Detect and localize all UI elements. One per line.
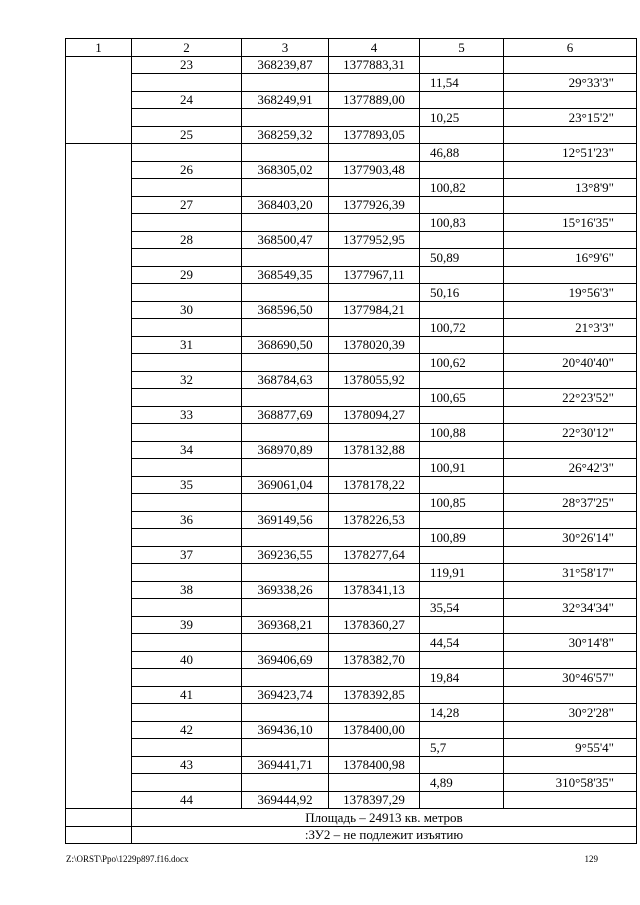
segment-row	[66, 179, 637, 197]
point-number: 41	[132, 686, 242, 704]
point-number: 40	[132, 651, 242, 669]
empty-cell	[132, 704, 242, 722]
empty-cell	[420, 791, 504, 809]
segment-angle: 21°3'3"	[504, 319, 637, 337]
coord-x: 368690,50	[242, 336, 329, 354]
empty-cell	[132, 249, 242, 267]
segment-row	[66, 109, 637, 127]
coord-y: 1378360,27	[329, 616, 420, 634]
segment-length: 35,54	[420, 599, 504, 617]
coord-y: 1378132,88	[329, 441, 420, 459]
coord-y: 1378392,85	[329, 686, 420, 704]
header-col-3: 3	[242, 39, 329, 57]
segment-length: 100,83	[420, 214, 504, 232]
empty-cell	[132, 494, 242, 512]
coord-y: 1377967,11	[329, 266, 420, 284]
segment-length: 100,85	[420, 494, 504, 512]
point-number: 35	[132, 476, 242, 494]
segment-row	[66, 529, 637, 547]
point-row	[66, 686, 637, 704]
coord-x: 369236,55	[242, 546, 329, 564]
point-row	[66, 616, 637, 634]
empty-cell	[504, 196, 637, 214]
empty-cell	[242, 249, 329, 267]
header-col-4: 4	[329, 39, 420, 57]
empty-cell	[420, 546, 504, 564]
coord-y: 1378382,70	[329, 651, 420, 669]
empty-cell	[329, 774, 420, 792]
empty-cell	[420, 686, 504, 704]
segment-row	[66, 354, 637, 372]
segment-angle: 30°2'28"	[504, 704, 637, 722]
empty-cell	[504, 686, 637, 704]
empty-cell	[420, 231, 504, 249]
empty-cell	[329, 319, 420, 337]
point-row	[66, 721, 637, 739]
point-row	[66, 126, 637, 144]
point-row	[66, 56, 637, 74]
coord-x: 369436,10	[242, 721, 329, 739]
coord-x: 368970,89	[242, 441, 329, 459]
segment-row	[66, 634, 637, 652]
empty-cell	[329, 389, 420, 407]
empty-cell	[420, 371, 504, 389]
empty-cell	[242, 354, 329, 372]
point-number: 23	[132, 56, 242, 74]
empty-cell	[420, 56, 504, 74]
empty-cell	[329, 424, 420, 442]
empty-cell	[420, 266, 504, 284]
empty-cell	[420, 651, 504, 669]
segment-length: 11,54	[420, 74, 504, 92]
point-number: 29	[132, 266, 242, 284]
header-col-6: 6	[504, 39, 637, 57]
segment-row	[66, 389, 637, 407]
segment-row	[66, 249, 637, 267]
empty-cell	[420, 301, 504, 319]
empty-cell	[66, 809, 132, 827]
point-number: 43	[132, 756, 242, 774]
empty-cell	[504, 56, 637, 74]
coord-y: 1378341,13	[329, 581, 420, 599]
empty-cell	[242, 179, 329, 197]
coord-x: 368596,50	[242, 301, 329, 319]
point-number: 24	[132, 91, 242, 109]
empty-cell	[132, 669, 242, 687]
segment-angle: 31°58'17"	[504, 564, 637, 582]
empty-cell	[329, 459, 420, 477]
area-text: Площадь – 24913 кв. метров	[132, 809, 637, 827]
coord-y: 1378226,53	[329, 511, 420, 529]
empty-cell	[420, 196, 504, 214]
point-row	[66, 301, 637, 319]
segment-angle: 19°56'3"	[504, 284, 637, 302]
point-number: 31	[132, 336, 242, 354]
empty-cell	[242, 144, 329, 162]
footer-page-number: 129	[584, 854, 598, 864]
coord-x: 368249,91	[242, 91, 329, 109]
segment-length: 100,72	[420, 319, 504, 337]
empty-cell	[132, 354, 242, 372]
empty-cell	[329, 284, 420, 302]
empty-cell	[504, 336, 637, 354]
coord-x: 368877,69	[242, 406, 329, 424]
point-number: 42	[132, 721, 242, 739]
coord-x: 368305,02	[242, 161, 329, 179]
segment-angle: 22°30'12"	[504, 424, 637, 442]
empty-cell	[504, 301, 637, 319]
coord-y: 1377883,31	[329, 56, 420, 74]
empty-cell	[242, 284, 329, 302]
coord-x: 369061,04	[242, 476, 329, 494]
empty-cell	[504, 231, 637, 249]
segment-angle: 29°33'3"	[504, 74, 637, 92]
coord-x: 369423,74	[242, 686, 329, 704]
empty-cell	[329, 214, 420, 232]
segment-length: 5,7	[420, 739, 504, 757]
empty-cell	[420, 721, 504, 739]
point-row	[66, 476, 637, 494]
segment-length: 100,91	[420, 459, 504, 477]
coord-x: 369444,92	[242, 791, 329, 809]
coord-x: 368500,47	[242, 231, 329, 249]
segment-angle: 15°16'35"	[504, 214, 637, 232]
empty-cell	[242, 109, 329, 127]
coord-y: 1377893,05	[329, 126, 420, 144]
point-number: 39	[132, 616, 242, 634]
coord-y: 1378400,00	[329, 721, 420, 739]
point-row	[66, 546, 637, 564]
empty-cell	[132, 389, 242, 407]
footer-file-path: Z:\ORST\Ppo\1229p897.f16.docx	[66, 854, 189, 864]
point-number: 28	[132, 231, 242, 249]
empty-cell	[132, 529, 242, 547]
point-row	[66, 651, 637, 669]
empty-cell	[329, 494, 420, 512]
segment-row	[66, 704, 637, 722]
coord-x: 368784,63	[242, 371, 329, 389]
empty-cell	[504, 266, 637, 284]
segment-row	[66, 424, 637, 442]
point-number: 30	[132, 301, 242, 319]
empty-cell	[329, 249, 420, 267]
segment-length: 44,54	[420, 634, 504, 652]
point-row	[66, 511, 637, 529]
empty-cell	[420, 441, 504, 459]
empty-cell	[242, 319, 329, 337]
empty-cell	[242, 389, 329, 407]
empty-cell	[329, 179, 420, 197]
empty-cell	[132, 564, 242, 582]
empty-cell	[242, 564, 329, 582]
coord-y: 1378400,98	[329, 756, 420, 774]
segment-length: 10,25	[420, 109, 504, 127]
point-row	[66, 406, 637, 424]
empty-cell	[329, 634, 420, 652]
empty-cell	[504, 721, 637, 739]
segment-row	[66, 319, 637, 337]
coord-y: 1378020,39	[329, 336, 420, 354]
empty-cell	[420, 406, 504, 424]
empty-cell	[242, 704, 329, 722]
note-text: :ЗУ2 – не подлежит изъятию	[132, 826, 637, 844]
empty-cell	[329, 144, 420, 162]
empty-cell	[66, 826, 132, 844]
empty-cell	[242, 739, 329, 757]
point-number: 37	[132, 546, 242, 564]
empty-cell	[242, 669, 329, 687]
point-row	[66, 266, 637, 284]
segment-row	[66, 284, 637, 302]
empty-cell	[329, 74, 420, 92]
segment-angle: 30°14'8"	[504, 634, 637, 652]
empty-cell	[420, 161, 504, 179]
point-number: 34	[132, 441, 242, 459]
segment-row	[66, 774, 637, 792]
section-cell	[66, 144, 132, 809]
segment-angle: 23°15'2"	[504, 109, 637, 127]
empty-cell	[132, 774, 242, 792]
empty-cell	[504, 161, 637, 179]
coord-y: 1378397,29	[329, 791, 420, 809]
empty-cell	[132, 599, 242, 617]
coord-y: 1377903,48	[329, 161, 420, 179]
segment-length: 100,62	[420, 354, 504, 372]
segment-row	[66, 144, 637, 162]
coord-x: 369368,21	[242, 616, 329, 634]
coordinates-table	[65, 38, 637, 844]
empty-cell	[329, 669, 420, 687]
empty-cell	[504, 616, 637, 634]
empty-cell	[329, 109, 420, 127]
empty-cell	[504, 546, 637, 564]
coord-x: 368549,35	[242, 266, 329, 284]
point-row	[66, 371, 637, 389]
empty-cell	[504, 756, 637, 774]
segment-row	[66, 214, 637, 232]
point-number: 33	[132, 406, 242, 424]
coord-y: 1377952,95	[329, 231, 420, 249]
segment-length: 4,89	[420, 774, 504, 792]
segment-length: 100,82	[420, 179, 504, 197]
point-number: 36	[132, 511, 242, 529]
area-row	[66, 809, 637, 827]
empty-cell	[504, 581, 637, 599]
empty-cell	[132, 319, 242, 337]
empty-cell	[420, 581, 504, 599]
coord-y: 1378277,64	[329, 546, 420, 564]
empty-cell	[329, 704, 420, 722]
segment-angle: 20°40'40"	[504, 354, 637, 372]
empty-cell	[242, 424, 329, 442]
point-number: 26	[132, 161, 242, 179]
segment-length: 50,89	[420, 249, 504, 267]
point-row	[66, 231, 637, 249]
empty-cell	[329, 599, 420, 617]
coord-x: 369441,71	[242, 756, 329, 774]
empty-cell	[420, 476, 504, 494]
segment-angle: 12°51'23"	[504, 144, 637, 162]
segment-length: 100,89	[420, 529, 504, 547]
point-row	[66, 791, 637, 809]
empty-cell	[504, 441, 637, 459]
point-number: 25	[132, 126, 242, 144]
empty-cell	[504, 406, 637, 424]
empty-cell	[132, 179, 242, 197]
point-row	[66, 196, 637, 214]
empty-cell	[132, 424, 242, 442]
segment-row	[66, 599, 637, 617]
segment-angle: 16°9'6"	[504, 249, 637, 267]
segment-length: 14,28	[420, 704, 504, 722]
coord-y: 1377926,39	[329, 196, 420, 214]
empty-cell	[242, 529, 329, 547]
coord-x: 368259,32	[242, 126, 329, 144]
empty-cell	[504, 511, 637, 529]
empty-cell	[132, 144, 242, 162]
segment-angle: 9°55'4"	[504, 739, 637, 757]
coord-x: 369406,69	[242, 651, 329, 669]
coord-y: 1378178,22	[329, 476, 420, 494]
note-row	[66, 826, 637, 844]
segment-row	[66, 494, 637, 512]
empty-cell	[132, 739, 242, 757]
segment-length: 19,84	[420, 669, 504, 687]
empty-cell	[420, 126, 504, 144]
empty-cell	[242, 494, 329, 512]
section-cell	[66, 56, 132, 144]
coord-x: 369338,26	[242, 581, 329, 599]
empty-cell	[242, 634, 329, 652]
point-row	[66, 756, 637, 774]
header-col-2: 2	[132, 39, 242, 57]
segment-length: 50,16	[420, 284, 504, 302]
header-row	[66, 39, 637, 57]
segment-angle: 13°8'9"	[504, 179, 637, 197]
point-row	[66, 161, 637, 179]
coord-x: 369149,56	[242, 511, 329, 529]
segment-row	[66, 459, 637, 477]
empty-cell	[329, 739, 420, 757]
segment-angle: 310°58'35"	[504, 774, 637, 792]
empty-cell	[504, 126, 637, 144]
coord-x: 368239,87	[242, 56, 329, 74]
segment-angle: 32°34'34"	[504, 599, 637, 617]
segment-row	[66, 739, 637, 757]
empty-cell	[504, 791, 637, 809]
segment-angle: 30°46'57"	[504, 669, 637, 687]
coordinates-table-body	[66, 39, 637, 844]
point-number: 32	[132, 371, 242, 389]
empty-cell	[132, 74, 242, 92]
point-row	[66, 91, 637, 109]
segment-length: 119,91	[420, 564, 504, 582]
empty-cell	[504, 371, 637, 389]
point-number: 44	[132, 791, 242, 809]
coord-x: 368403,20	[242, 196, 329, 214]
empty-cell	[420, 91, 504, 109]
header-col-1: 1	[66, 39, 132, 57]
empty-cell	[420, 336, 504, 354]
empty-cell	[242, 214, 329, 232]
segment-length: 46,88	[420, 144, 504, 162]
coord-y: 1377984,21	[329, 301, 420, 319]
empty-cell	[132, 634, 242, 652]
empty-cell	[242, 459, 329, 477]
point-number: 27	[132, 196, 242, 214]
coord-y: 1378055,92	[329, 371, 420, 389]
empty-cell	[242, 774, 329, 792]
point-number: 38	[132, 581, 242, 599]
empty-cell	[420, 756, 504, 774]
segment-length: 100,88	[420, 424, 504, 442]
segment-angle: 26°42'3"	[504, 459, 637, 477]
empty-cell	[132, 459, 242, 477]
point-row	[66, 581, 637, 599]
empty-cell	[420, 616, 504, 634]
empty-cell	[242, 599, 329, 617]
segment-angle: 28°37'25"	[504, 494, 637, 512]
empty-cell	[329, 529, 420, 547]
segment-row	[66, 564, 637, 582]
segment-length: 100,65	[420, 389, 504, 407]
empty-cell	[504, 476, 637, 494]
segment-angle: 22°23'52"	[504, 389, 637, 407]
coord-y: 1378094,27	[329, 406, 420, 424]
empty-cell	[504, 651, 637, 669]
empty-cell	[132, 214, 242, 232]
empty-cell	[329, 564, 420, 582]
empty-cell	[504, 91, 637, 109]
segment-angle: 30°26'14"	[504, 529, 637, 547]
empty-cell	[132, 109, 242, 127]
point-row	[66, 336, 637, 354]
segment-row	[66, 669, 637, 687]
point-row	[66, 441, 637, 459]
segment-row	[66, 74, 637, 92]
coord-y: 1377889,00	[329, 91, 420, 109]
empty-cell	[132, 284, 242, 302]
empty-cell	[242, 74, 329, 92]
empty-cell	[420, 511, 504, 529]
empty-cell	[329, 354, 420, 372]
header-col-5: 5	[420, 39, 504, 57]
